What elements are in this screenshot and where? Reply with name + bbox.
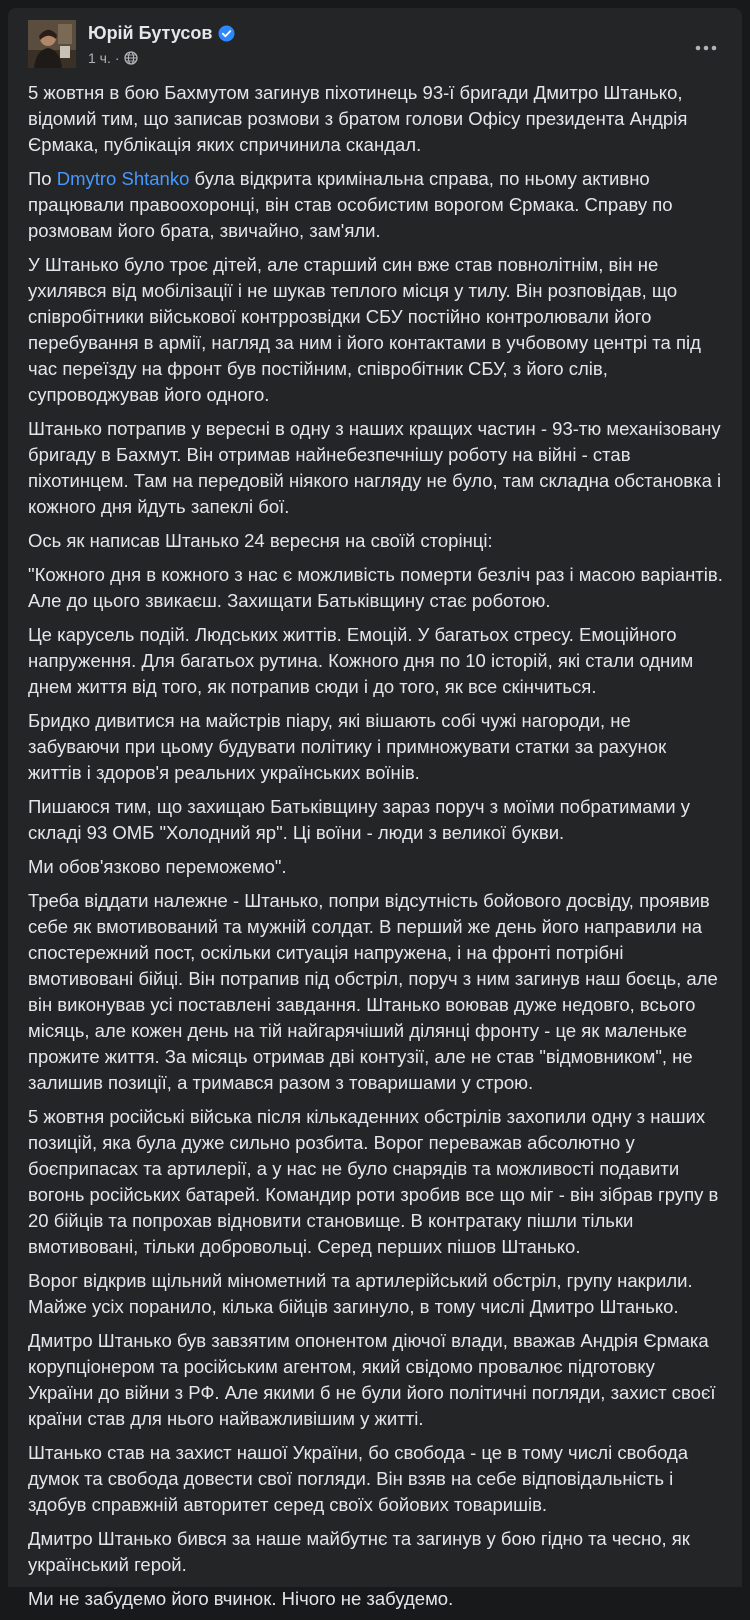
post-paragraph-16: Дмитро Штанько бився за наше майбутнє та загинув у бою гідно та чесно, як український герой.: [28, 1528, 690, 1575]
verified-badge-icon: [218, 25, 235, 42]
author-name[interactable]: Юрій Бутусов: [88, 23, 213, 43]
post-meta: [88, 48, 138, 68]
paragraph-text: була відкрита кримінальна справа, по ньому активно працювали правоохоронці, він став особистим ворогом Єрмака. Справу по розмовам його брата, звичайно, зам'яли.: [28, 168, 673, 241]
post-paragraph-2: [28, 166, 723, 244]
post-card: [8, 8, 742, 1609]
post-timestamp[interactable]: 1 ч.: [88, 50, 111, 66]
post-paragraph-10: Ми обов'язково переможемо".: [28, 856, 287, 877]
avatar-image: [28, 20, 76, 68]
post-paragraph-17: Ми не забудемо його вчинок. Нічого не забудемо.: [28, 1588, 454, 1609]
post-paragraph-4: Штанько потрапив у вересні в одну з наших кращих частин - 93-тю механізовану бригаду в Бахмут. Він отримав найнебезпечнішу роботу на війні - став піхотинцем. Там на передовій ніякого нагляду не було, там складна обстановка і кожного дня йдуть запеклі бої.: [28, 418, 722, 517]
post-header: [8, 8, 742, 78]
post-paragraph-8: Бридко дивитися на майстрів піару, які вішають собі чужі нагороди, не забуваючи при цьому будувати політику і примножувати статки за рахунок життів і здоров'я реальних українських воїнів.: [28, 710, 667, 783]
post-content: [28, 80, 723, 1620]
author-row: [88, 22, 235, 44]
post-paragraph-11: Треба віддати належне - Штанько, попри відсутність бойового досвіду, проявив себе як вмотивований та мужній солдат. В перший же день його направили на спостережний пост, оскільки ситуація напружена, і на фронті потрібні вмотивовані бійці. Він потрапив під обстріл, поруч з ним загинув наш боєць, але він виконував усі поставлені завдання. Штанько воював дуже недовго, всього місяць, але кожен день на тій найгарячіший ділянці фронту - це як маленьке прожите життя. За місяць отримав дві контузії, але не став "відмовником", не залишив позиції, а тримався разом з товаришами у строю.: [28, 890, 718, 1093]
post-paragraph-6: "Кожного дня в кожного з нас є можливість померти безліч раз і масою варіантів. Але до цього звикаєш. Захищати Батьківщину стає роботою.: [28, 564, 723, 611]
globe-icon[interactable]: [124, 51, 138, 65]
author-avatar[interactable]: [28, 20, 76, 68]
more-options-icon: [695, 45, 717, 51]
post-paragraph-1: 5 жовтня в бою Бахмутом загинув піхотинець 93-ї бригади Дмитро Штанько, відомий тим, що записав розмови з братом голови Офісу президента Андрія Єрмака, публікація яких спричинила скандал.: [28, 82, 688, 155]
post-paragraph-12: 5 жовтня російські війська після кількаденних обстрілів захопили одну з наших позицій, яка була дуже сильно розбита. Ворог переважав абсолютно у боєприпасах та артилерії, а у нас не було снарядів та можливості подавити вогонь російських батарей. Командир роти зробив все що міг - він зібрав групу в 20 бійців та попрохав відновити становище. В контратаку пішли тільки вмотивовані, тільки добровольці. Серед перших пішов Штанько.: [28, 1106, 719, 1257]
post-paragraph-5: Ось як написав Штанько 24 вересня на своїй сторінці:: [28, 530, 493, 551]
post-paragraph-3: У Штанько було троє дітей, але старший син вже став повнолітнім, він не ухилявся від мобілізації і не шукав теплого місця у тилу. Він розповідав, що співробітники військової контррозвідки СБУ постійно контролювали його перебування в армії, нагляд за ним і його контактами в учбовому центрі та під час переїзду на фронт був постійним, співробітник СБУ, з його слів, супроводжував його одного.: [28, 254, 701, 405]
post-paragraph-9: Пишаюся тим, що захищаю Батьківщину зараз поруч з моїми побратимами у складі 93 ОМБ "Холодний яр". Ці воїни - люди з великої букви.: [28, 796, 690, 843]
post-paragraph-13: Ворог відкрив щільний мінометний та артилерійський обстріл, групу накрили. Майже усіх поранило, кілька бійців загинуло, в тому числі Дмитро Штанько.: [28, 1270, 693, 1317]
paragraph-text: По: [28, 168, 57, 189]
mention-link[interactable]: Dmytro Shtanko: [56, 168, 190, 189]
post-paragraph-7: Це карусель подій. Людських життів. Емоцій. У багатьох стресу. Емоційного напруження. Для багатьох рутина. Кожного дня по 10 історій, які стали одним днем життя від того, як потрапив сюди і до того, як все скінчиться.: [28, 624, 694, 697]
more-options-button[interactable]: [688, 30, 724, 66]
meta-separator: ·: [114, 50, 120, 66]
post-paragraph-14: Дмитро Штанько був завзятим опонентом діючої влади, вважав Андрія Єрмака корупціонером та російським агентом, який свідомо провалює підготовку України до війни з РФ. Але якими б не були його політичні погляди, захист своєї країни став для нього найважливішим у житті.: [28, 1330, 716, 1429]
post-paragraph-15: Штанько став на захист нашої України, бо свобода - це в тому числі свобода думок та свобода довести свої погляди. Він взяв на себе відповідальність і здобув справжній авторитет серед своїх бойових товаришів.: [28, 1442, 689, 1515]
